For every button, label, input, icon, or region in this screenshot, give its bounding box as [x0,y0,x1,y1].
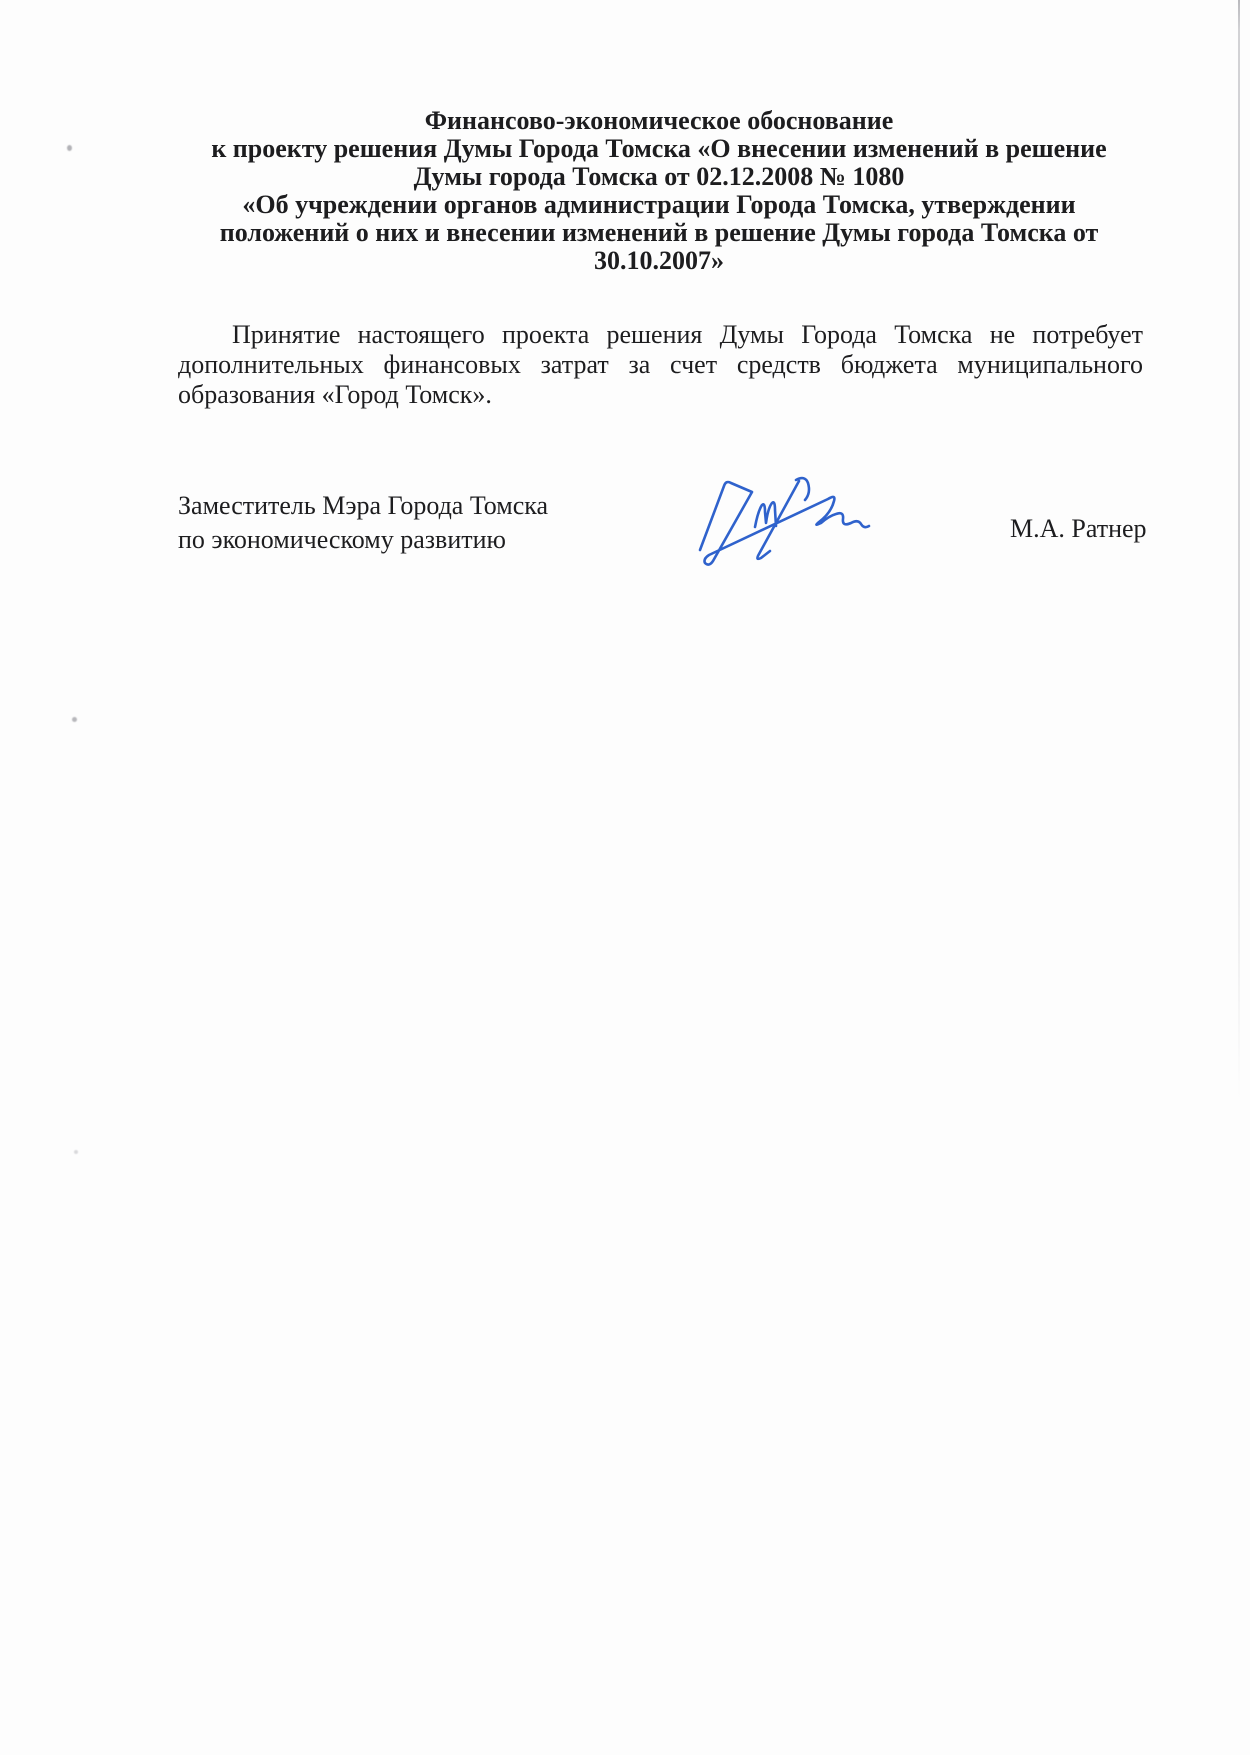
title-line-1: Финансово-экономическое обоснование [424,106,894,135]
signatory-position [178,489,548,557]
signature-stroke [757,481,799,559]
title-line-6: 30.10.2007» [594,246,724,275]
document-title [178,107,1140,275]
signature-stroke [700,482,869,565]
paragraph-line: образования «Город Томск». [178,380,492,409]
scan-speck [74,1150,78,1154]
handwritten-signature-icon [678,470,890,574]
signature-stroke [755,502,776,527]
title-line-5: положений о них и внесении изменений в решение Думы города Томска от [219,218,1099,247]
signatory-name: М.А. Ратнер [1010,514,1147,543]
signatory-position-line-1: Заместитель Мэра Города Томска [178,491,549,520]
paragraph-line: Принятие настоящего проекта решения Думы Города Томска не потребует [232,320,1143,349]
body-paragraph [178,320,1143,410]
scan-edge-line [1238,0,1240,1100]
title-line-2: к проекту решения Думы Города Томска «О внесении изменений в решение [211,134,1107,163]
scan-speck [72,717,77,722]
scan-speck [67,145,72,151]
title-line-4: «Об учреждении органов администрации Города Томска, утверждении [242,190,1076,219]
signatory-position-line-2: по экономическому развитию [178,525,506,554]
title-line-3: Думы города Томска от 02.12.2008 № 1080 [413,162,905,191]
paragraph-line: дополнительных финансовых затрат за счет средств бюджета муниципального [178,350,1143,379]
